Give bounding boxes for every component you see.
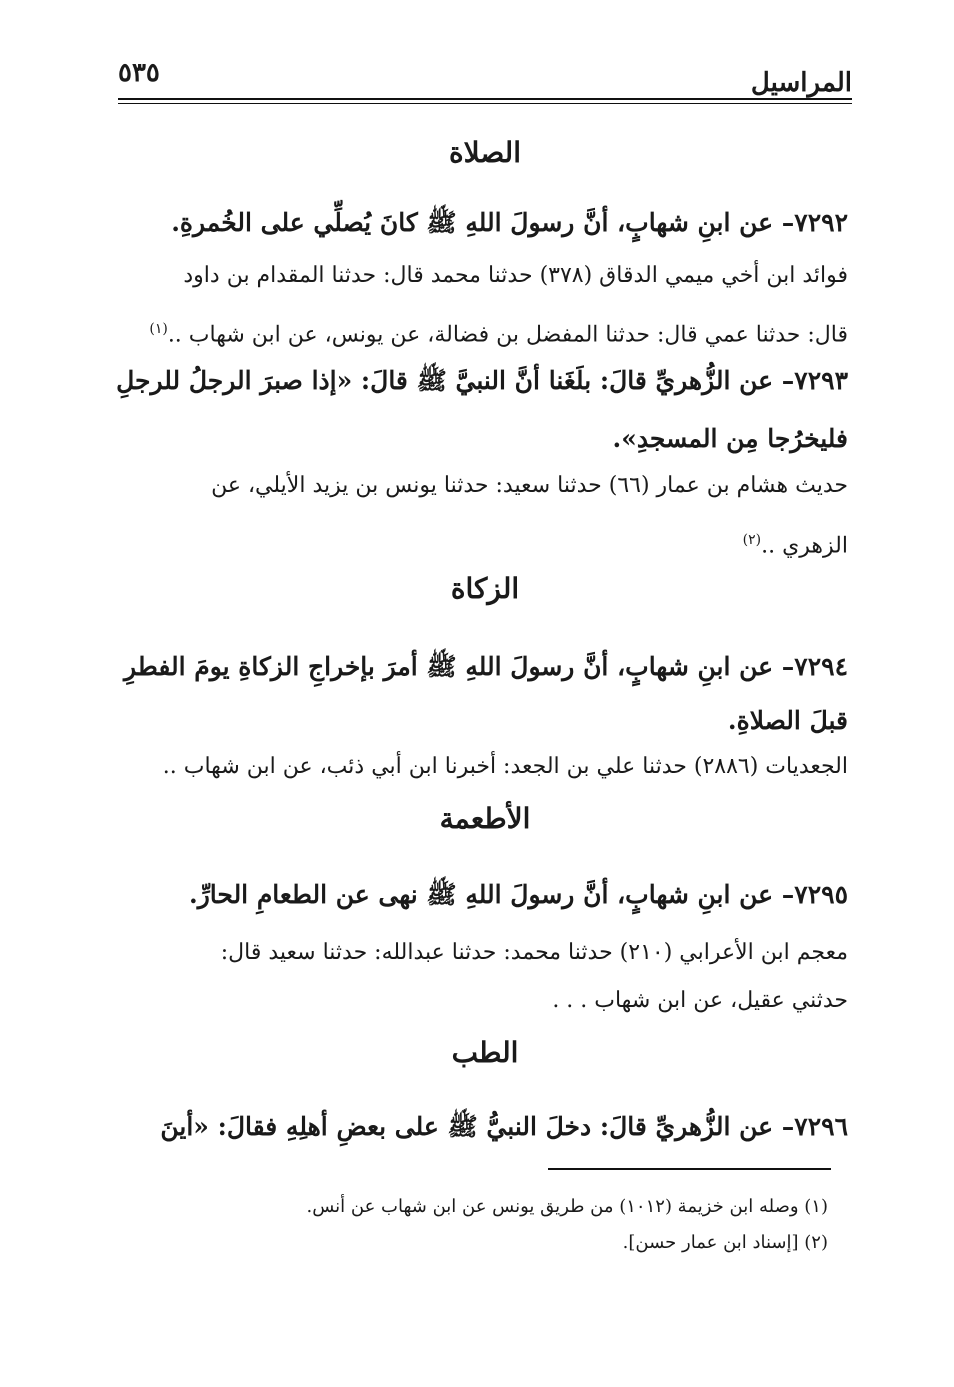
section-heading-foods: الأطعمة: [439, 802, 531, 835]
section-heading-prayer: الصلاة: [449, 136, 521, 169]
footnote-separator: [548, 1168, 831, 1170]
hadith-7294-source: الجعديات (٢٨٨٦) حدثنا علي بن الجعد: أخبرنا ابن أبي ذئب، عن ابن شهاب ..: [162, 754, 848, 779]
hadith-7293-source-line-2: [108, 517, 848, 569]
hadith-7295: ٧٢٩٥– عن ابنِ شهابٍ، أنَّ رسولَ اللهِ ﷺ نهى عن الطعامِ الحارِّ.: [189, 880, 848, 909]
hadith-7295-source-line-2: حدثني عقيل، عن ابن شهاب . . .: [552, 988, 848, 1013]
hadith-7293-line-2: فليخرُجا مِن المسجدِ».: [612, 424, 848, 453]
hadith-7292: ٧٢٩٢– عن ابنِ شهابٍ، أنَّ رسولَ اللهِ ﷺ كانَ يُصلِّي على الخُمرةِ.: [171, 208, 848, 237]
hadith-7293-source-text: الزهري ..: [761, 533, 848, 559]
hadith-7296: ٧٢٩٦– عن الزُّهريِّ قالَ: دخلَ النبيُّ ﷺ على بعضِ أهلِهِ فقالَ: «أينَ: [160, 1112, 848, 1141]
header-rule: [118, 98, 852, 100]
footnote-2: (٢) [إسناد ابن عمار حسن].: [622, 1232, 828, 1253]
section-heading-zakat: الزكاة: [450, 572, 520, 605]
hadith-7293-line-1: ٧٢٩٣– عن الزُّهريِّ قالَ: بلَغَنا أنَّ النبيَّ ﷺ قالَ: «إذا صبرَ الرجلُ للرجلِ: [116, 366, 848, 395]
header-rule-thin: [118, 103, 852, 104]
section-heading-medicine: الطب: [451, 1036, 519, 1069]
hadith-7295-source-line-1: معجم ابن الأعرابي (٢١٠) حدثنا محمد: حدثنا عبدالله: حدثنا سعيد قال:: [220, 940, 848, 965]
footnote-ref-1: (١): [149, 321, 168, 337]
hadith-7293-source-line-1: حديث هشام بن عمار (٦٦) حدثنا سعيد: حدثنا يونس بن يزيد الأيلي، عن: [211, 473, 848, 498]
running-header-title: المراسيل: [750, 68, 852, 98]
hadith-7292-source-text: قال: حدثنا عمي قال: حدثنا المفضل بن فضالة، عن يونس، عن ابن شهاب ..: [167, 322, 848, 348]
page-number: ٥٣٥: [118, 58, 160, 88]
hadith-7292-source-line-1: فوائد ابن أخي ميمي الدقاق (٣٧٨) حدثنا محمد قال: حدثنا المقدام بن داود: [183, 263, 848, 288]
hadith-7294-line-2: قبلَ الصلاةِ.: [727, 706, 848, 735]
footnote-1: (١) وصله ابن خزيمة (١٠١٢) من طريق يونس عن ابن شهاب عن أنس.: [306, 1196, 828, 1217]
footnote-ref-2: (٢): [742, 532, 762, 548]
hadith-7294-line-1: ٧٢٩٤– عن ابنِ شهابٍ، أنَّ رسولَ اللهِ ﷺ أمرَ بإخراجِ الزكاةِ يومَ الفطرِ: [124, 652, 848, 681]
